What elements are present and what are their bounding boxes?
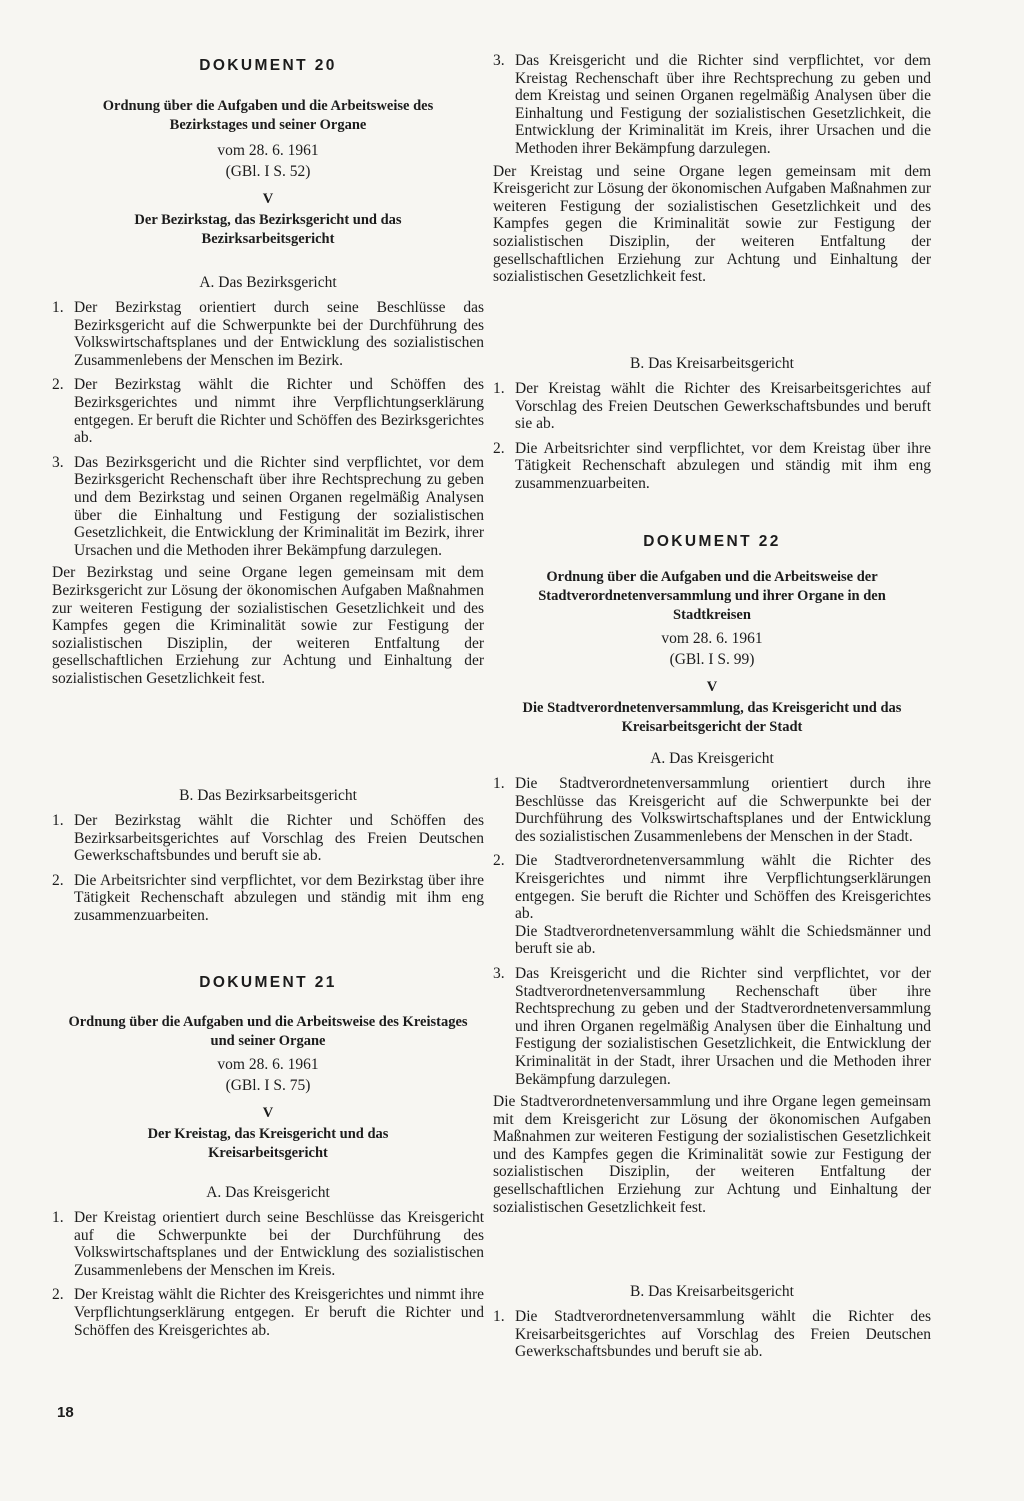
document-title: Ordnung über die Aufgaben und die Arbeitsweise der Stadtverordnetenversammlung und ihrer Organe in den Stadtkreisen xyxy=(538,569,886,623)
document-heading: DOKUMENT 20 xyxy=(199,57,337,74)
list-item xyxy=(493,440,931,493)
document-heading: DOKUMENT 22 xyxy=(643,533,781,550)
list-item xyxy=(52,376,484,446)
list-item xyxy=(493,852,931,958)
item-text: Die Arbeitsrichter sind verpflichtet, vor dem Bezirkstag über ihre Tätigkeit Rechenschaft abzulegen und ständig mit ihm eng zusammenzuarbeiten. xyxy=(74,871,484,924)
subsection-title: A. Das Kreisgericht xyxy=(206,1184,330,1201)
item-text: Der Kreistag wählt die Richter des Kreisgerichtes und nimmt ihre Verpflichtungserklärung entgegen. Er beruft die Richter und Schöffen des Kreisgerichtes ab. xyxy=(74,1286,484,1339)
item-number: 3. xyxy=(52,453,64,471)
document-date: vom 28. 6. 1961 xyxy=(217,1056,319,1073)
item-text: Das Kreisgericht und die Richter sind verpflichtet, vor dem Kreistag Rechenschaft über ihre Rechtsprechung zu geben und dem Kreistag und seinen Organen regelmäßig Analysen über die Einhaltung und Festigung der sozialistischen Gesetzlichkeit, die Entwicklung der Kriminalität im Kreis, ihrer Ursachen und die Methoden ihrer Bekämpfung darzulegen. xyxy=(515,52,931,157)
document-title: Ordnung über die Aufgaben und die Arbeitsweise des Bezirkstages und seiner Organe xyxy=(102,98,434,133)
subsection-a-kreisgericht xyxy=(52,1183,484,1339)
section-title: Der Kreistag, das Kreisgericht und das Kreisarbeitsgericht xyxy=(147,1126,389,1161)
page-number: 18 xyxy=(57,1404,74,1421)
list-item xyxy=(52,812,484,865)
item-number: 2. xyxy=(52,871,64,889)
document-20-header xyxy=(52,56,484,76)
item-text: Der Bezirkstag wählt die Richter und Schöffen des Bezirksarbeitsgerichtes auf Vorschlag des Freien Deutschen Gewerkschaftsbundes und beruft sie ab. xyxy=(74,812,484,865)
paragraph: Der Kreistag und seine Organe legen gemeinsam mit dem Kreisgericht zur Lösung der ökonomischen Aufgaben Maßnahmen zur weiteren Festigung der sozialistischen Gesetzlichkeit und des Kampfes gegen die Kriminalität sowie zur Festigung der sozialistischen Disziplin, der weiteren Entfaltung der gesellschaftlichen Erziehung zur Achtung und Einhaltung der sozialistischen Gesetzlichkeit fest. xyxy=(493,162,931,286)
subsection-title: B. Das Bezirksarbeitsgericht xyxy=(179,787,357,804)
list-item xyxy=(52,1286,484,1339)
list-item xyxy=(52,454,484,560)
item-extra-text: Die Stadtverordnetenversammlung wählt die Schiedsmänner und beruft sie ab. xyxy=(515,922,931,958)
document-title: Ordnung über die Aufgaben und die Arbeitsweise des Kreistages und seiner Organe xyxy=(68,1014,468,1049)
item-number: 1. xyxy=(493,1308,505,1325)
subsection-b-bezirksarbeitsgericht xyxy=(52,786,484,925)
subsection-b-kreisarbeitsgericht xyxy=(493,354,931,493)
subsection-title: A. Das Bezirksgericht xyxy=(199,274,337,291)
list-item xyxy=(493,775,931,845)
section-title: Der Bezirkstag, das Bezirksgericht und das Bezirksarbeitsgericht xyxy=(134,212,402,247)
item-number: 3. xyxy=(493,52,505,69)
document-gbl-reference: (GBl. I S. 52) xyxy=(225,163,311,180)
item-text: Das Bezirksgericht und die Richter sind verpflichtet, vor dem Bezirksgericht Rechenschaft über ihre Rechtsprechung zu geben und dem Bezirkstag und seinen Organen regelmäßig Analysen über die Einhaltung und Festigung der sozialistischen Gesetzlichkeit, die Entwicklung der Kriminalität im Bezirk, ihrer Ursachen und die Methoden ihrer Bekämpfung darzulegen. xyxy=(74,453,484,559)
item-text: Die Stadtverordnetenversammlung wählt die Richter des Kreisgerichtes und nimmt ihre Verpflichtungserklärungen entgegen. Sie beruft die Richter und Schöffen des Kreisgerichtes ab. xyxy=(515,852,931,923)
item-number: 2. xyxy=(52,376,64,394)
subsection-title: A. Das Kreisgericht xyxy=(650,750,774,767)
section-title: Die Stadtverordnetenversammlung, das Kreisgericht und das Kreisarbeitsgericht der Stadt xyxy=(522,700,902,735)
item-text: Die Stadtverordnetenversammlung wählt die Richter des Kreisarbeitsgerichtes auf Vorschlag des Freien Deutschen Gewerkschaftsbundes und beruft sie ab. xyxy=(515,1308,931,1361)
list-item xyxy=(493,965,931,1088)
document-heading: DOKUMENT 21 xyxy=(199,974,337,991)
section-mark: V xyxy=(262,191,274,207)
document-date: vom 28. 6. 1961 xyxy=(661,630,763,647)
list-item xyxy=(493,52,931,158)
document-22-titleblock xyxy=(499,568,925,737)
document-21-header xyxy=(52,973,484,993)
document-21-titleblock xyxy=(62,1013,474,1163)
dokument-21-continued xyxy=(493,52,931,286)
subsection-title: B. Das Kreisarbeitsgericht xyxy=(630,355,794,372)
document-date: vom 28. 6. 1961 xyxy=(217,142,319,159)
item-number: 1. xyxy=(493,380,505,397)
subsection-b-kreisarbeitsgericht-stadt xyxy=(493,1282,931,1361)
list-item xyxy=(493,380,931,433)
item-text: Der Kreistag orientiert durch seine Beschlüsse das Kreisgericht auf die Schwerpunkte bei der Durchführung des Volkswirtschaftsplanes und der Entwicklung des sozialistischen Zusammenlebens der Menschen im Kreis. xyxy=(74,1209,484,1279)
item-number: 1. xyxy=(52,299,64,316)
subsection-a-bezirksgericht xyxy=(52,273,484,687)
section-mark: V xyxy=(706,679,718,695)
item-number: 2. xyxy=(493,852,505,870)
list-item xyxy=(52,872,484,925)
section-mark: V xyxy=(262,1105,274,1121)
item-number: 1. xyxy=(52,1209,64,1226)
list-item xyxy=(52,299,484,369)
item-text: Das Kreisgericht und die Richter sind verpflichtet, vor der Stadtverordnetenversammlung Rechenschaft über ihre Rechtsprechung zu geben und der Stadtverordnetenversammlung und ihren Organen regelmäßig Analysen über die Einhaltung und Festigung der sozialistischen Gesetzlichkeit, die Entwicklung der Kriminalität in der Stadt, ihrer Ursachen und die Methoden ihrer Bekämpfung darzulegen. xyxy=(515,964,931,1088)
item-text: Der Kreistag wählt die Richter des Kreisarbeitsgerichtes auf Vorschlag des Freien Deutschen Gewerkschaftsbundes und beruft sie ab. xyxy=(515,380,931,433)
subsection-a-kreisgericht-stadt xyxy=(493,749,931,1216)
list-item xyxy=(52,1209,484,1279)
subsection-title: B. Das Kreisarbeitsgericht xyxy=(630,1283,794,1300)
item-number: 2. xyxy=(493,439,505,457)
item-text: Der Bezirkstag orientiert durch seine Beschlüsse das Bezirksgericht auf die Schwerpunkte bei der Durchführung des Volkswirtschaftsplanes und der Entwicklung des sozialistischen Zusammenlebens der Menschen im Bezirk. xyxy=(74,299,484,369)
paragraph: Der Bezirkstag und seine Organe legen gemeinsam mit dem Bezirksgericht zur Lösung der ökonomischen Aufgaben Maßnahmen zur weiteren Festigung der sozialistischen Gesetzlichkeit und des Kampfes gegen die Kriminalität sowie zur Festigung der sozialistischen Disziplin, der weiteren Entfaltung der gesellschaftlichen Erziehung zur Achtung und Einhaltung der sozialistischen Gesetzlichkeit fest. xyxy=(52,564,484,687)
item-number: 1. xyxy=(493,775,505,792)
document-gbl-reference: (GBl. I S. 99) xyxy=(669,651,755,668)
document-gbl-reference: (GBl. I S. 75) xyxy=(225,1077,311,1094)
item-text: Die Arbeitsrichter sind verpflichtet, vor dem Kreistag über ihre Tätigkeit Rechenschaft abzulegen und ständig mit ihm eng zusammenzuarbeiten. xyxy=(515,439,931,492)
document-22-header xyxy=(493,532,931,552)
document-20-titleblock xyxy=(62,97,474,249)
paragraph: Die Stadtverordnetenversammlung und ihre Organe legen gemeinsam mit dem Kreisgericht zur Lösung der ökonomischen Aufgaben Maßnahmen zur weiteren Festigung der sozialistischen Gesetzlichkeit und des Kampfes gegen die Kriminalität sowie zur Festigung der sozialistischen Disziplin, der weiteren Entfaltung der gesellschaftlichen Erziehung zur Achtung und Einhaltung der sozialistischen Gesetzlichkeit fest. xyxy=(493,1093,931,1216)
item-number: 2. xyxy=(52,1286,64,1304)
list-item xyxy=(493,1308,931,1361)
item-text: Der Bezirkstag wählt die Richter und Schöffen des Bezirksgerichtes und nimmt ihre Verpflichtungserklärung entgegen. Er beruft die Richter und Schöffen des Bezirksgerichtes ab. xyxy=(74,376,484,447)
item-number: 1. xyxy=(52,812,64,829)
item-number: 3. xyxy=(493,964,505,982)
item-text: Die Stadtverordnetenversammlung orientiert durch ihre Beschlüsse das Kreisgericht auf die Schwerpunkte bei der Durchführung des Volkswirtschaftsplanes und der Entwicklung des sozialistischen Zusammenlebens der Menschen in der Stadt. xyxy=(515,775,931,845)
